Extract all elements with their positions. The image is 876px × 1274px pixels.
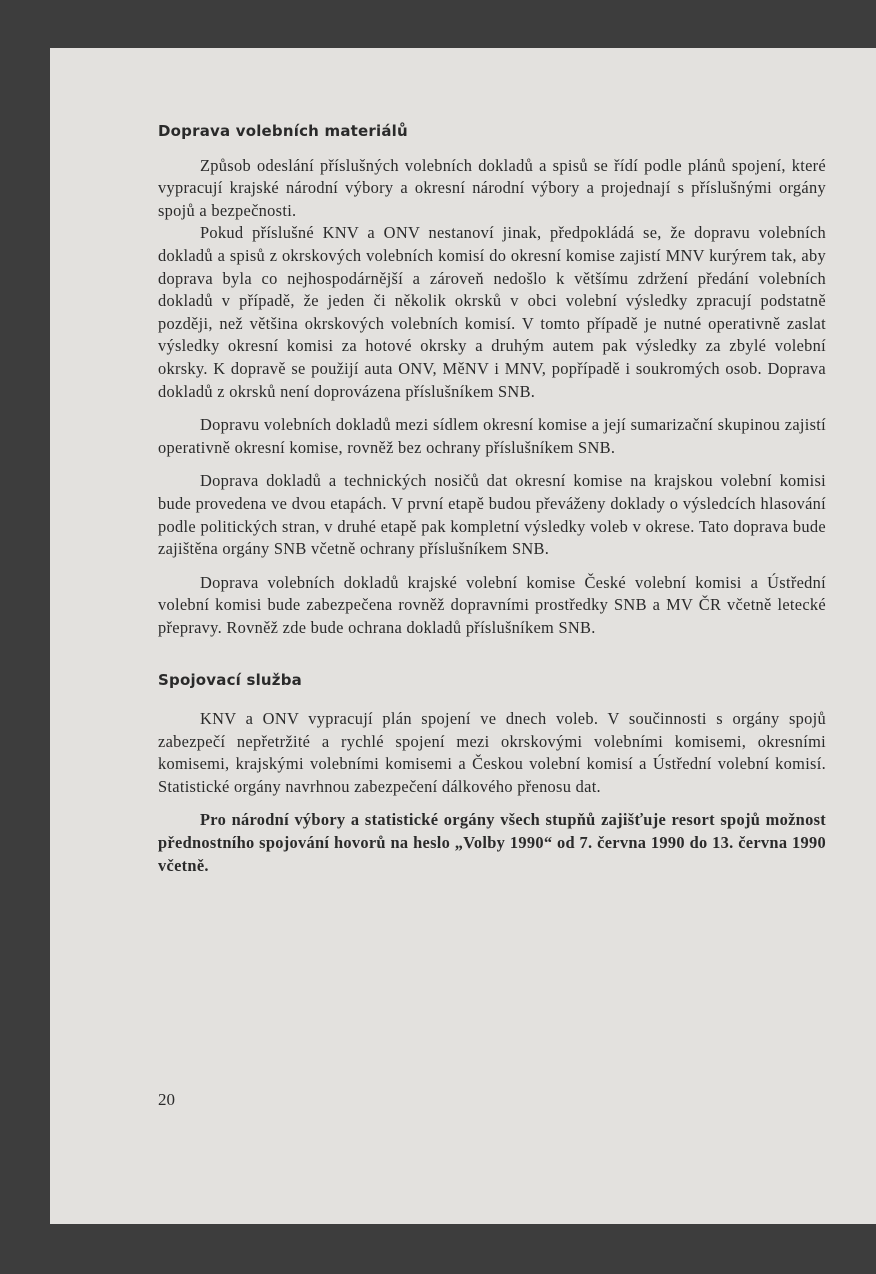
paragraph: Pokud příslušné KNV a ONV nestanoví jinak, předpokládá se, že dopravu volebních dokladů a spisů z okrskových volebních komisí do okresní komise zajistí MNV kurýrem tak, aby doprava byla co nejhospodárnější a zároveň nedošlo k většímu zdržení předání volebních dokladů v případě, že jeden či několik okrsků v obci volební výsledky zpracují podstatně později, než většina okrskových volebních komisí. V tomto případě je nutné operativně zaslat výsledky okresní komisi za hotové okrsky a druhým autem pak výsledky za zbylé volební okrsky. K dopravě se použijí auta ONV, MěNV i MNV, popřípadě i soukromých osob. Doprava dokladů z okrsků není doprovázena příslušníkem SNB.	[158, 223, 826, 401]
paragraph: Pro národní výbory a statistické orgány všech stupňů zajišťuje resort spojů možnost přednostního spojování hovorů na heslo „Volby 1990“ od 7. června 1990 do 13. června 1990 včetně.	[158, 810, 826, 875]
page-number: 20	[158, 1090, 175, 1109]
paragraph: Způsob odeslání příslušných volebních dokladů a spisů se řídí podle plánů spojení, které vypracují krajské národní výbory a okresní národní výbory a projednají s příslušnými orgány spojů a bezpečnosti.	[158, 155, 826, 220]
paragraph: Doprava volebních dokladů krajské volební komise České volební komisi a Ústřední volební komisi bude zabezpečena rovněž dopravními prostředky SNB a MV ČR včetně letecké přepravy. Rovněž zde bude ochrana dokladů příslušníkem SNB.	[158, 572, 826, 637]
paragraph: Doprava dokladů a technických nosičů dat okresní komise na krajskou volební komisi bude provedena ve dvou etapách. V první etapě budou převáženy doklady o výsledcích hlasování podle politických stran, v druhé etapě pak kompletní výsledky voleb v okrese. Tato doprava bude zajištěna orgány SNB včetně ochrany příslušníkem SNB.	[158, 471, 826, 559]
section-heading-communication: Spojovací služba	[158, 671, 302, 690]
paragraph: Dopravu volebních dokladů mezi sídlem okresní komise a její sumarizační skupinou zajistí operativně okresní komise, rovněž bez ochrany příslušníkem SNB.	[158, 415, 826, 457]
page-content	[158, 120, 826, 888]
document-page	[50, 48, 876, 1224]
paragraph: KNV a ONV vypracují plán spojení ve dnech voleb. V součinnosti s orgány spojů zabezpečí nepřetržité a rychlé spojení mezi okrskovými volebními komisemi, okresními komisemi, krajskými volebními komisemi a Českou volební komisí a Ústřední volební komisí. Statistické orgány navrhnou zabezpečení dálkového přenosu dat.	[158, 709, 826, 796]
section-heading-transport: Doprava volebních materiálů	[158, 122, 408, 140]
